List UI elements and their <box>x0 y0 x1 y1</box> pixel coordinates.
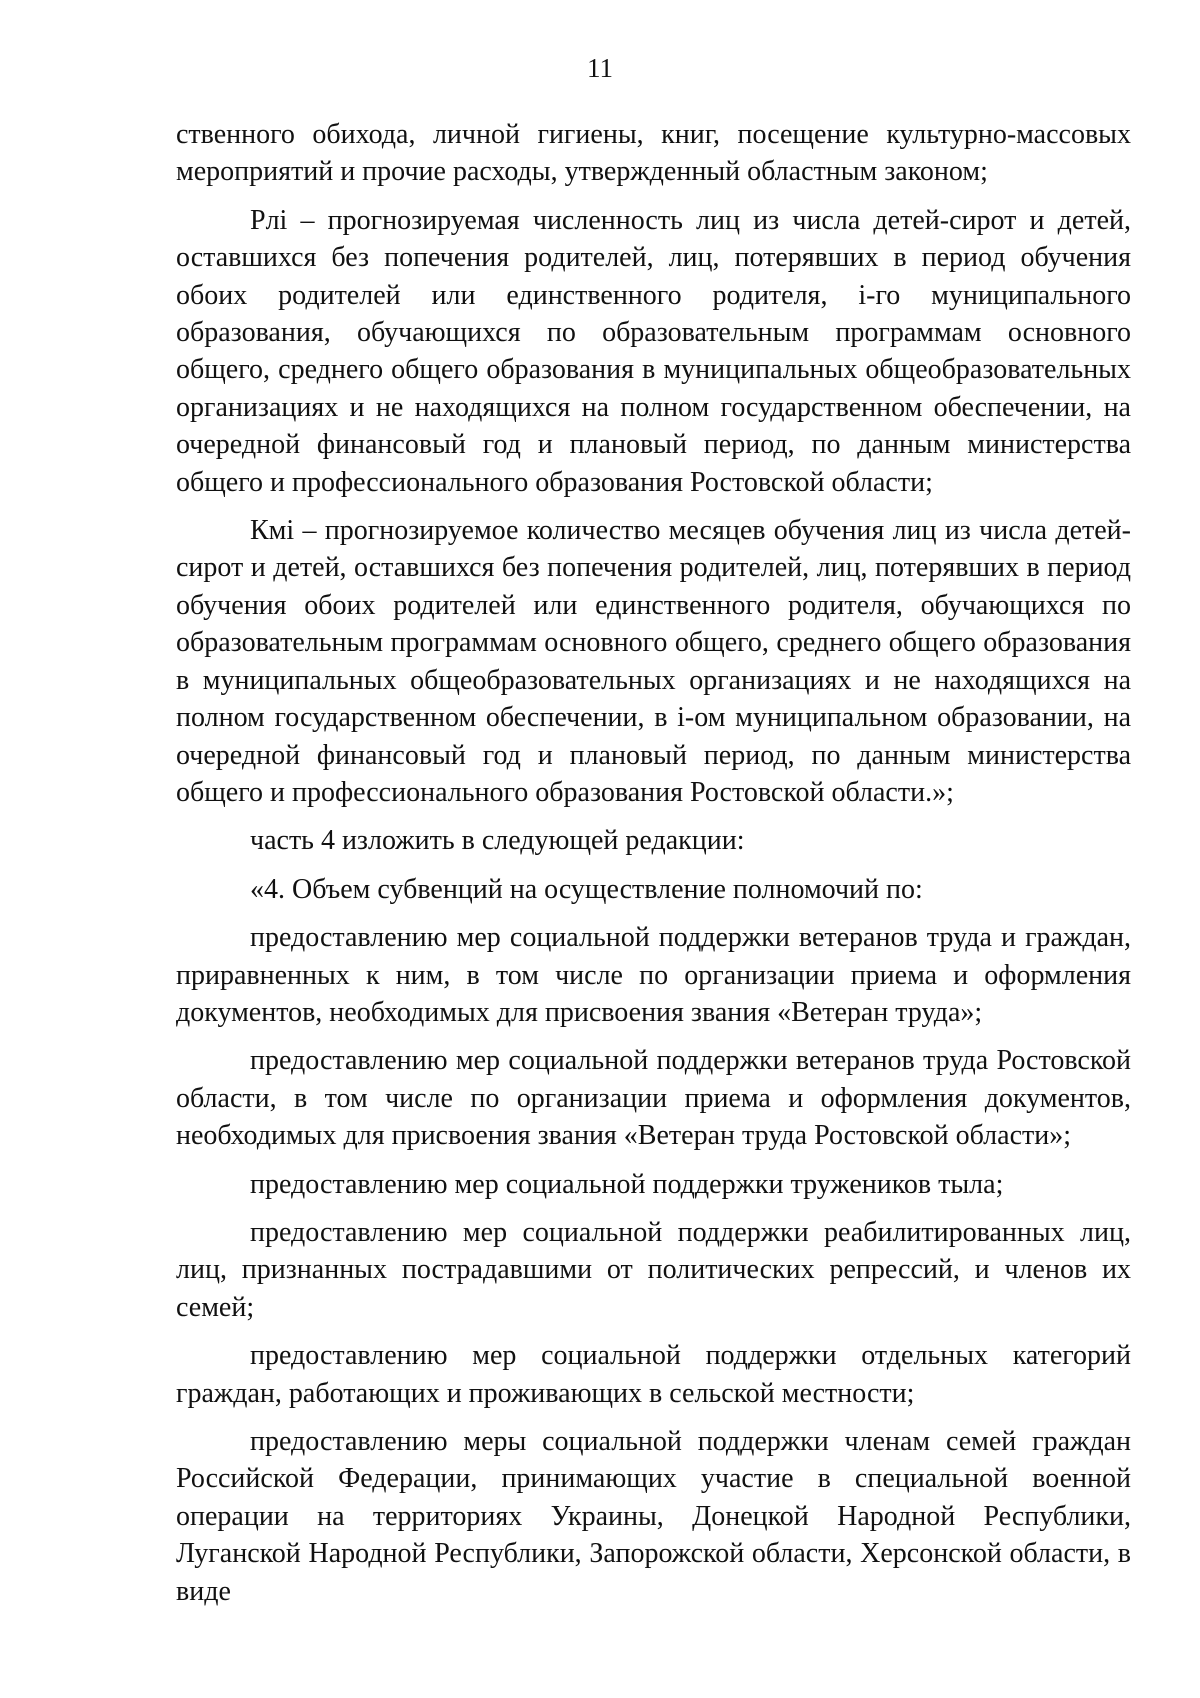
paragraph-item-rural-citizens: предоставлению мер социальной поддержки отдельных категорий граждан, работающих и проживающих в сельской местности; <box>176 1340 1131 1409</box>
paragraph-item-rostov-labour-veterans: предоставлению мер социальной поддержки ветеранов труда Ростовской области, в том числе по организации приема и оформления документов, необходимых для присвоения звания «Ветеран труда Ростовской области»; <box>176 1045 1131 1152</box>
paragraph-continuation: ственного обихода, личной гигиены, книг, посещение культурно-массовых мероприятий и прочие расходы, утвержденный областным законом; <box>176 119 1131 188</box>
paragraph-definition-km: Кмi – прогнозируемое количество месяцев обучения лиц из числа детей-сирот и детей, оставшихся без попечения родителей, лиц, потерявших в период обучения обоих родителей или единственного родителя, обучающихся по образовательным программам основного общего, среднего общего образования в муниципальных общеобразовательных организациях и не находящихся на полном государственном обеспечении, в i-ом муниципальном образовании, на очередной финансовый год и плановый период, по данным министерства общего и профессионального образования Ростовской области.»; <box>176 515 1131 808</box>
paragraph-item-rehabilitated-persons: предоставлению мер социальной поддержки реабилитированных лиц, лиц, признанных пострадавшими от политических репрессий, и членов их семей; <box>176 1216 1131 1323</box>
page-number: 11 <box>587 53 613 83</box>
paragraph-item-labour-veterans: предоставлению мер социальной поддержки ветеранов труда и граждан, приравненных к ним, в том числе по организации приема и оформления документов, необходимых для присвоения звания «Ветеран труда»; <box>176 922 1131 1028</box>
paragraph-definition-rl: Рлi – прогнозируемая численность лиц из числа детей-сирот и детей, оставшихся без попечения родителей, лиц, потерявших в период обучения обоих родителей или единственного родителя, i-го муниципального образования, обучающихся по образовательным программам основного общего, среднего общего образования в муниципальных общеобразовательных организациях и не находящихся на полном государственном обеспечении, на очередной финансовый год и плановый период, по данным министерства общего и профессионального образования Ростовской области; <box>176 204 1131 498</box>
paragraph-amendment-instruction: часть 4 изложить в следующей редакции: <box>250 825 745 857</box>
paragraph-part-4-heading: «4. Объем субвенций на осуществление полномочий по: <box>250 873 923 905</box>
paragraph-item-home-front-workers: предоставлению мер социальной поддержки тружеников тыла; <box>250 1168 1004 1200</box>
paragraph-item-svo-families: предоставлению меры социальной поддержки членам семей граждан Российской Федерации, принимающих участие в специальной военной операции на территориях Украины, Донецкой Народной Республики, Луганской Народной Республики, Запорожской области, Херсонской области, в виде <box>176 1426 1131 1607</box>
document-body <box>176 116 1131 1610</box>
